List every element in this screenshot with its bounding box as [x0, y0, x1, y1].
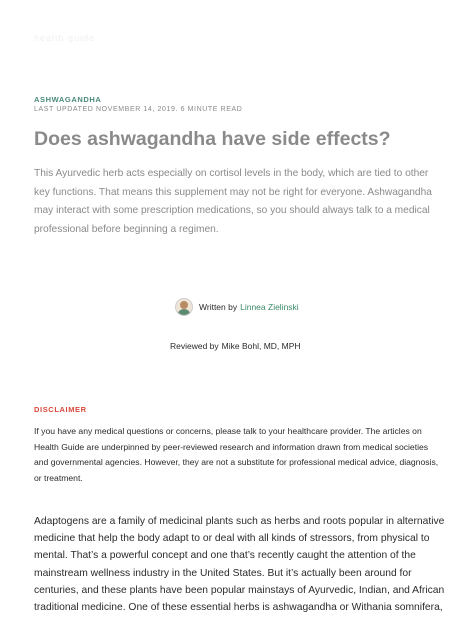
author-avatar [175, 298, 193, 316]
category-link[interactable]: ASHWAGANDHA [34, 95, 102, 104]
reviewer-byline [170, 341, 301, 351]
reviewed-by-label: Reviewed by [170, 341, 219, 351]
author-link[interactable]: Linnea Zielinski [240, 302, 299, 312]
updated-label: LAST UPDATED [34, 106, 94, 113]
read-time: 6 MINUTE READ [180, 106, 243, 113]
article-body-paragraph: Adaptogens are a family of medicinal plants such as herbs and roots popular in alternative medicine that help the body adapt to or deal with all kinds of stressors, from physical to mental. That’s a powerful concept and one that’s recently caught the attention of the mainstream wellness industry in the United States. But it’s actually been around for centuries, and these plants have been popular mainstays of Ayurvedic, Indian, and African traditional medicine. One of these essential herbs is ashwagandha or Withania somnifera, [34, 516, 445, 614]
written-by-label: Written by [199, 302, 238, 312]
reviewer-name: Mike Bohl, MD, MPH [221, 341, 301, 351]
article-intro: This Ayurvedic herb acts especially on cortisol levels in the body, which are tied to other key functions. That means this supplement may not be right for everyone. Ashwagandha may interact with some prescription medications, so you should always talk to a medical professional before beginning a regimen. [34, 168, 432, 235]
article-meta [34, 106, 242, 113]
site-logo[interactable]: health guide [34, 33, 96, 43]
updated-date: NOVEMBER 14, 2019. [96, 106, 179, 113]
disclaimer-label: DISCLAIMER [34, 405, 87, 414]
author-byline [175, 297, 299, 317]
disclaimer-text: If you have any medical questions or concerns, please talk to your healthcare provider. The articles on Health Guide are underpinned by peer-reviewed research and information drawn from medical societies and governmental agencies. However, they are not a substitute for professional medical advice, diagnosis, or treatment. [34, 426, 439, 483]
article-title: Does ashwagandha have side effects? [34, 128, 391, 150]
